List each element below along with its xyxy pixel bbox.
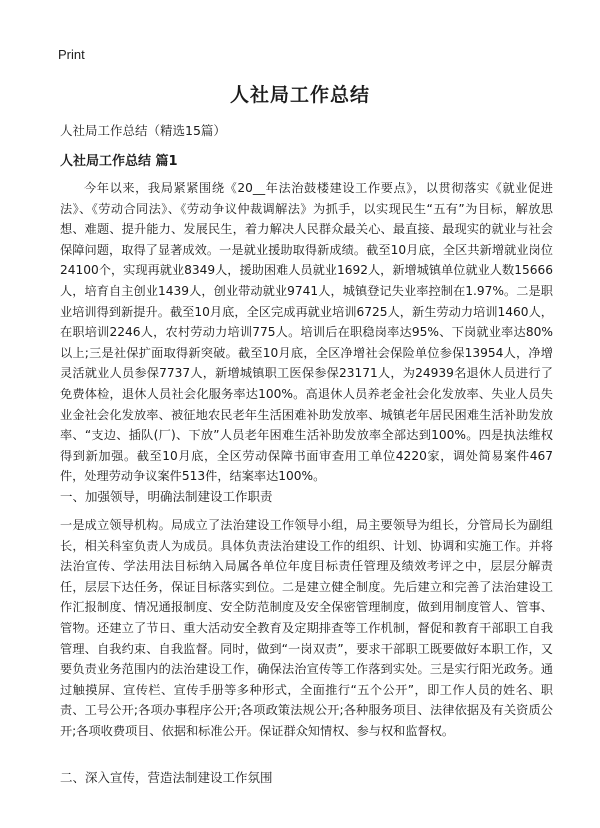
paragraph-2: 一是成立领导机构。局成立了法治建设工作领导小组，局主要领导为组长，分管局长为副组长，相关科室负责人为成员。具体负责法治建设工作的组织、计划、协调和实施工作。并将法治宣传、学法用法目标纳入局属各单位年度目标责任管理及绩效考评之中，层层分解责任，层层下达任务，保证目标落实到位。二是建立健全制度。先后建立和完善了法治建设工作汇报制度、情况通报制度、安全防范制度及安全保密管理制度，做到用制度管人、管事、管物。还建立了节日、重大活动安全教育及定期排查等工作机制，督促和教育干部职工自我管理、自我约束、自我监督。同时，做到“一岗双责”，要求干部职工既要做好本职工作，又要负责业务范围内的法治建设工作，确保法治宣传等工作落到实处。三是实行阳光政务。通过触摸屏、宣传栏、宣传手册等多种形式，全面推行“五个公开”，即工作人员的姓名、职责、工号公开;各项办事程序公开;各项政策法规公开;各种服务项目、法律依据及有关资质公开;各项收费项目、依据和标准公开。保证群众知情权、参与权和监督权。 (60, 518, 553, 738)
document-subtitle: 人社局工作总结（精选15篇） (60, 123, 226, 138)
heading-3: 二、深入宣传，营造法制建设工作氛围 (60, 770, 273, 785)
print-link[interactable]: Print (58, 47, 85, 62)
heading-2: 一、加强领导，明确法制建设工作职责 (60, 489, 273, 504)
page-title: 人社局工作总结 (229, 84, 370, 106)
paragraph-1: 今年以来，我局紧紧围绕《20__年法治鼓楼建设工作要点》，以贯彻落实《就业促进法》、《劳动合同法》、《劳动争议仲裁调解法》为抓手，以实现民生“五有”为目标，解放思想、难题、提升能力、发展民生，着力解决人民群众最关心、最直接、最现实的就业与社会保障问题，取得了显著成效。一是就业援助取得新成绩。截至10月底，全区共新增就业岗位24100个，实现再就业8349人，援助困难人员就业1692人，新增城镇单位就业人数15666人，培育自主创业1439人，创业带动就业9741人，城镇登记失业率控制在1.97%。二是职业培训得到新提升。截至10月底，全区完成再就业培训6725人，新生劳动力培训1460人，在职培训2246人，农村劳动力培训775人。培训后在职稳岗率达95%、下岗就业率达80%以上;三是社保扩面取得新突破。截至10月底，全区净增社会保险单位参保13954人，净增灵活就业人员参保7737人，新增城镇职工医保参保23171人，为24939名退休人员进行了免费体检，退休人员社会化服务率达100%。高退休人员养老金社会化发放率、失业人员失业金社会化发放率、被征地农民老年生活困难补助发放率、城镇老年居民困难生活补助发放率、“支边、插队(厂)、下放”人员老年困难生活补助发放率全部达到100%。四是执法维权得到新加强。截至10月底，全区劳动保障书面审查用工单位4220家，调处简易案件467件，处理劳动争议案件513件，结案率达100%。 (60, 181, 554, 484)
section-heading: 人社局工作总结 篇1 (60, 154, 178, 169)
